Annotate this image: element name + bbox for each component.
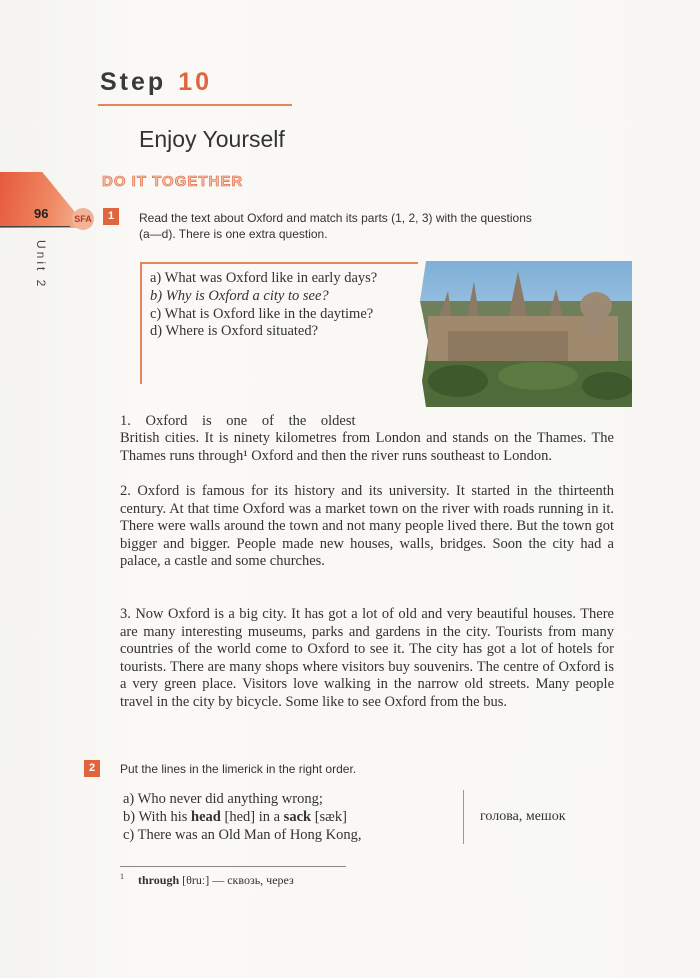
vocabulary-gloss: голова, мешок [480,809,566,824]
step-number: 10 [178,68,212,96]
question-d: d) Where is Oxford situated? [150,323,319,340]
page-number: 96 [34,206,49,221]
page-number-rule [0,226,70,227]
limerick-line-a: a) Who never did anything wrong; [123,791,323,807]
section-heading: DO IT TOGETHER [102,173,244,190]
word-sack: sack [283,808,312,825]
limerick-line-b [123,809,463,827]
footnote-word: through [138,873,180,887]
exercise-1-instruction-line1: Read the text about Oxford and match its parts (1, 2, 3) with the questions [139,211,532,225]
questions-list [150,270,425,341]
step-underline [98,104,292,106]
text-part-1: British cities. It is ninety kilometres from London and stands on the Thames. The Thames runs through¹ Oxford and then the river runs southeast to London. [120,430,614,464]
oxford-city-photo [418,261,632,407]
footnote-transcription: [θruː] — сквозь, через [179,873,294,887]
line-b-part: b) With his [123,808,192,825]
step-heading [100,68,212,97]
limerick-line-c: c) There was an Old Man of Hong Kong, [123,826,362,843]
sfa-badge-icon: SFA [72,208,94,230]
text-part-1-first-line: 1. Oxford is one of the oldest [120,413,356,429]
question-a: a) What was Oxford like in early days? [150,270,378,286]
text-part-3: 3. Now Oxford is a big city. It has got a lot of old and very beautiful houses. There are many interesting museums, parks and gardens in the city. Tourists from many countries of the world come to Oxford to see it. The city has got a lot of hotels for tourists. There are many shops where visitors buy souvenirs. The centre of Oxford is a very green place. Visitors love walking in the narrow old streets. Many people travel in the city by bicycle. Some like to see Oxford from the bus. [120,606,614,710]
footnote [120,872,294,888]
limerick-lines [123,791,463,844]
footnote-rule [120,866,346,867]
line-b-part: [hed] in a [220,808,284,825]
oxford-skyline-icon [418,261,632,407]
exercise-2-number: 2 [84,760,100,777]
exercise-1-number: 1 [103,208,119,225]
line-b-part: [sæk] [311,808,347,825]
lesson-title: Enjoy Yourself [139,126,285,152]
exercise-2-instruction: Put the lines in the limerick in the right order. [120,762,357,776]
text-part-2: 2. Oxford is famous for its history and its university. It started in the thirteenth century. At that time Oxford was a market town on the river with roads running in it. There were walls around the town and not many people lived there. But the town got bigger and bigger. People made new houses, walls, bridges. Soon the city had a palace, a castle and some churches. [120,483,614,570]
footnote-marker: 1 [120,872,124,881]
question-c: c) What is Oxford like in the daytime? [150,305,374,322]
question-b: b) Why is Oxford a city to see? [150,287,329,304]
exercise-1-instruction [139,210,532,242]
word-head: head [191,808,221,825]
unit-label: Unit 2 [34,240,48,290]
exercise-1-instruction-line2: (a—d). There is one extra question. [139,227,328,241]
step-word: Step [100,68,167,96]
gloss-divider [463,790,464,844]
